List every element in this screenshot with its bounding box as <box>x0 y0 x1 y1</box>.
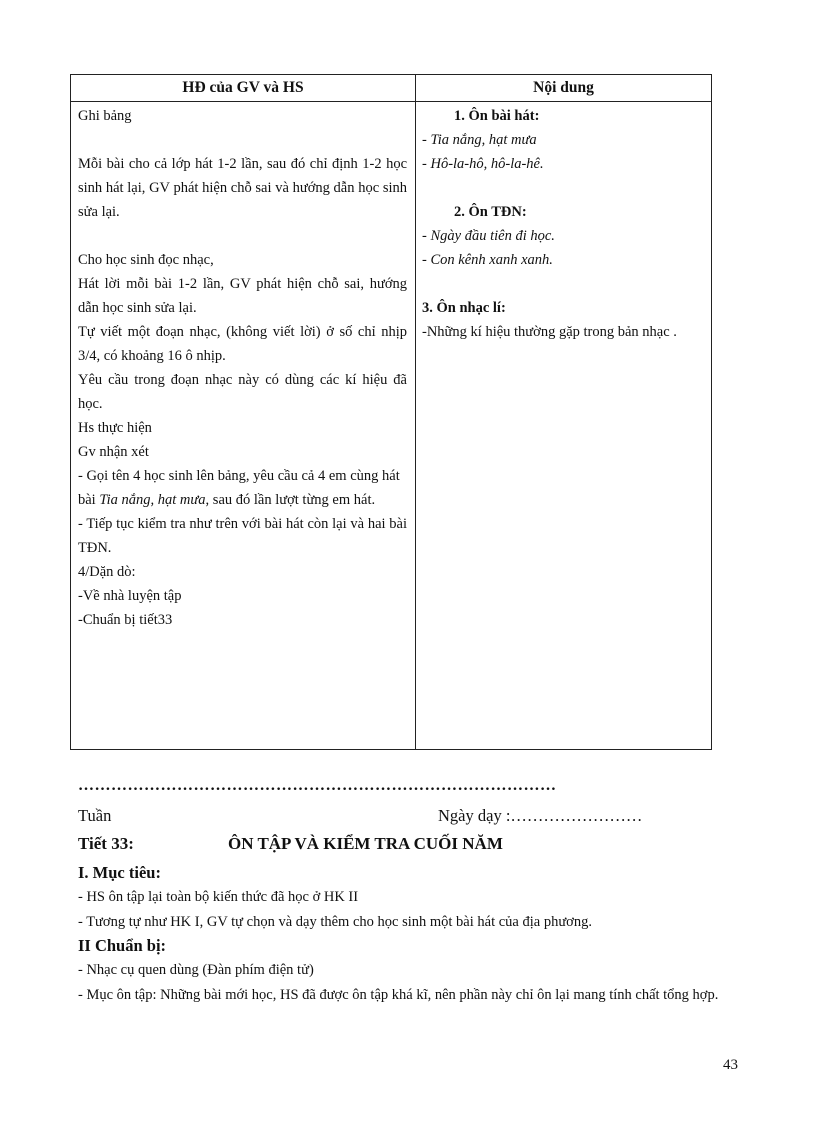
page-number: 43 <box>723 1057 738 1073</box>
content-line <box>422 224 703 248</box>
activity-line: Yêu cầu trong đoạn nhạc này có dùng các kí hiệu đã học. <box>78 372 407 412</box>
header-content: Nội dung <box>416 75 712 102</box>
dotted-separator: …………………………………………………………………………… <box>78 777 557 794</box>
song-title: Ngày đầu tiên đi học. <box>430 228 555 244</box>
section-heading: 3. Ôn nhạc lí: <box>422 300 506 316</box>
song-title: Con kênh xanh xanh. <box>430 252 553 268</box>
preparation-item: - Nhạc cụ quen dùng (Đàn phím điện tử) <box>78 962 314 978</box>
activity-line: Mỗi bài cho cả lớp hát 1-2 lần, sau đó chỉ định 1-2 học sinh hát lại, GV phát hiện chỗ sai và hướng dẫn học sinh sửa lại. <box>78 156 407 220</box>
activity-line: -Chuẩn bị tiết33 <box>78 612 173 628</box>
activity-line: Hs thực hiện <box>78 420 152 436</box>
activity-line: Tự viết một đoạn nhạc, (không viết lời) ở số chỉ nhịp 3/4, có khoảng 16 ô nhịp. <box>78 324 407 364</box>
section-heading: 2. Ôn TĐN: <box>454 204 527 220</box>
activity-line: Ghi bảng <box>78 108 132 124</box>
teaching-date-label: Ngày dạy :…………………… <box>438 806 643 825</box>
objectives-heading: I. Mục tiêu: <box>78 863 161 882</box>
activity-line: Gv nhận xét <box>78 444 149 460</box>
song-title: Tia nắng, hạt mưa <box>99 492 206 508</box>
activity-line: - Tiếp tục kiểm tra như trên với bài hát còn lại và hai bài TĐN. <box>78 516 407 556</box>
week-date-row <box>78 806 718 826</box>
activity-line: -Về nhà luyện tập <box>78 588 182 604</box>
table-header-row <box>71 75 712 102</box>
song-title: Tia nắng, hạt mưa <box>430 132 537 148</box>
section-heading: 1. Ôn bài hát: <box>454 108 540 124</box>
dash: - <box>422 156 431 172</box>
header-teacher-student-activity: HĐ của GV và HS <box>71 75 416 102</box>
lesson-table <box>70 74 712 750</box>
activity-line <box>78 464 407 512</box>
content-line <box>422 128 703 152</box>
objective-item: - HS ôn tập lại toàn bộ kiến thức đã học ở HK II <box>78 889 359 905</box>
lesson-title: ÔN TẬP VÀ KIỂM TRA CUỐI NĂM <box>228 834 503 853</box>
activity-cell <box>71 102 416 750</box>
lesson-heading <box>78 834 503 854</box>
activity-text: , sau đó lần lượt từng em hát. <box>205 492 376 508</box>
preparation-item: - Mục ôn tập: Những bài mới học, HS đã được ôn tập khá kĩ, nên phần này chỉ ôn lại mang tính chất tổng hợp. <box>78 986 719 1003</box>
lesson-number: Tiết 33: <box>78 834 134 853</box>
content-line <box>422 152 703 176</box>
activity-line: 4/Dặn dò: <box>78 564 136 580</box>
dash: - <box>422 252 431 268</box>
table-body-row <box>71 102 712 750</box>
activity-text: - Gọi tên 4 học sinh lên bảng, yêu cầu cả 4 em cùng hát bài <box>78 468 400 508</box>
week-label: Tuần <box>78 806 112 825</box>
content-cell <box>416 102 712 750</box>
dash: - <box>422 228 431 244</box>
objective-item: - Tương tự như HK I, GV tự chọn và dạy thêm cho học sinh một bài hát của địa phương. <box>78 913 592 930</box>
dash: - <box>422 132 431 148</box>
activity-line: Cho học sinh đọc nhạc, <box>78 252 214 268</box>
song-title: Hô-la-hô, hô-la-hê. <box>430 156 544 172</box>
activity-line: Hát lời mỗi bài 1-2 lần, GV phát hiện chỗ sai, hướng dẫn học sinh sửa lại. <box>78 276 407 316</box>
preparation-heading: II Chuẩn bị: <box>78 936 167 955</box>
lesson-body <box>78 861 728 1007</box>
content-line <box>422 248 703 272</box>
content-line: -Những kí hiệu thường gặp trong bản nhạc . <box>422 324 677 340</box>
